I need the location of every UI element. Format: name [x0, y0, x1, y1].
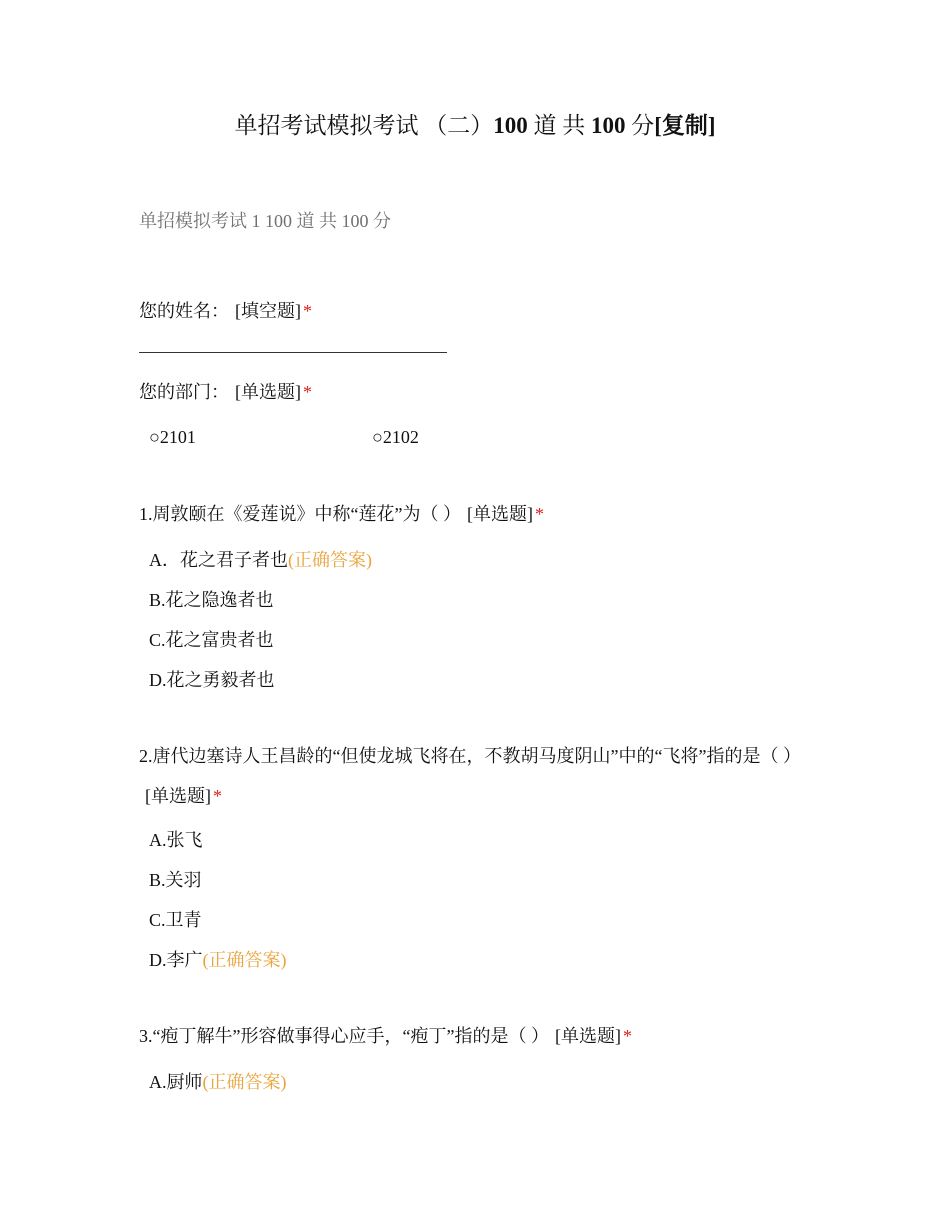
required-mark: * — [303, 382, 312, 402]
option-label: B.关羽 — [149, 870, 202, 890]
question-3-type: [单选题] — [554, 1026, 621, 1046]
required-mark: * — [622, 1026, 632, 1046]
option-label: A.厨师 — [149, 1072, 203, 1092]
question-2-option-a[interactable] — [149, 825, 203, 855]
copy-link[interactable]: [复制] — [654, 113, 716, 138]
title-main: 单招考试模拟考试 （二） — [234, 113, 494, 138]
page-title — [0, 108, 950, 144]
question-1-option-c[interactable] — [149, 625, 274, 655]
required-mark: * — [213, 786, 222, 806]
name-question-type: [填空题] — [235, 301, 301, 321]
title-fen: 分 — [625, 113, 655, 138]
option-label: A．花之君子者也 — [149, 550, 288, 570]
question-1 — [139, 494, 819, 534]
question-1-type: [单选题] — [466, 504, 533, 524]
dept-question-label: 您的部门： — [139, 382, 229, 402]
dept-question-type: [单选题] — [235, 382, 301, 402]
name-question-label: 您的姓名： — [139, 301, 229, 321]
question-1-text: 1.周敦颐在《爱莲说》中称“莲花”为（ ） — [139, 504, 461, 524]
question-1-option-a[interactable] — [149, 545, 372, 575]
question-2-option-d[interactable] — [149, 945, 287, 975]
title-question-count: 100 — [493, 113, 528, 138]
dept-option-2101[interactable]: ○2101 — [149, 427, 196, 447]
correct-answer-tag: (正确答案) — [202, 950, 287, 970]
option-label: C.卫青 — [149, 910, 202, 930]
option-label: D.花之勇毅者也 — [149, 670, 275, 690]
question-2-type: [单选题] — [145, 786, 211, 806]
question-3-text: 3.“疱丁解牛”形容做事得心应手，“疱丁”指的是（ ） — [139, 1026, 549, 1046]
name-answer-blank[interactable] — [139, 352, 447, 353]
option-label: C.花之富贵者也 — [149, 630, 274, 650]
title-total-score: 100 — [590, 113, 626, 138]
option-label: B.花之隐逸者也 — [149, 590, 274, 610]
question-2-option-c[interactable] — [149, 905, 202, 935]
option-label: A.张飞 — [149, 830, 203, 850]
name-question — [139, 291, 819, 331]
correct-answer-tag: (正确答案) — [288, 550, 372, 570]
required-mark: * — [303, 301, 312, 321]
required-mark: * — [534, 504, 544, 524]
question-1-option-d[interactable] — [149, 665, 275, 695]
title-dao-gong: 道 共 — [527, 113, 591, 138]
question-3-option-a[interactable] — [149, 1067, 287, 1097]
question-1-option-b[interactable] — [149, 585, 274, 615]
question-3 — [139, 1016, 819, 1056]
question-2 — [139, 736, 809, 816]
question-2-text: 2.唐代边塞诗人王昌龄的“但使龙城飞将在，不教胡马度阴山”中的“飞将”指的是（ ） — [139, 746, 801, 766]
option-label: D.李广 — [149, 950, 203, 970]
dept-option-2102[interactable]: ○2102 — [372, 427, 419, 447]
correct-answer-tag: (正确答案) — [202, 1072, 287, 1092]
page-subtitle: 单招模拟考试 1 100 道 共 100 分 — [139, 211, 391, 231]
question-2-option-b[interactable] — [149, 865, 202, 895]
dept-question — [139, 372, 819, 412]
